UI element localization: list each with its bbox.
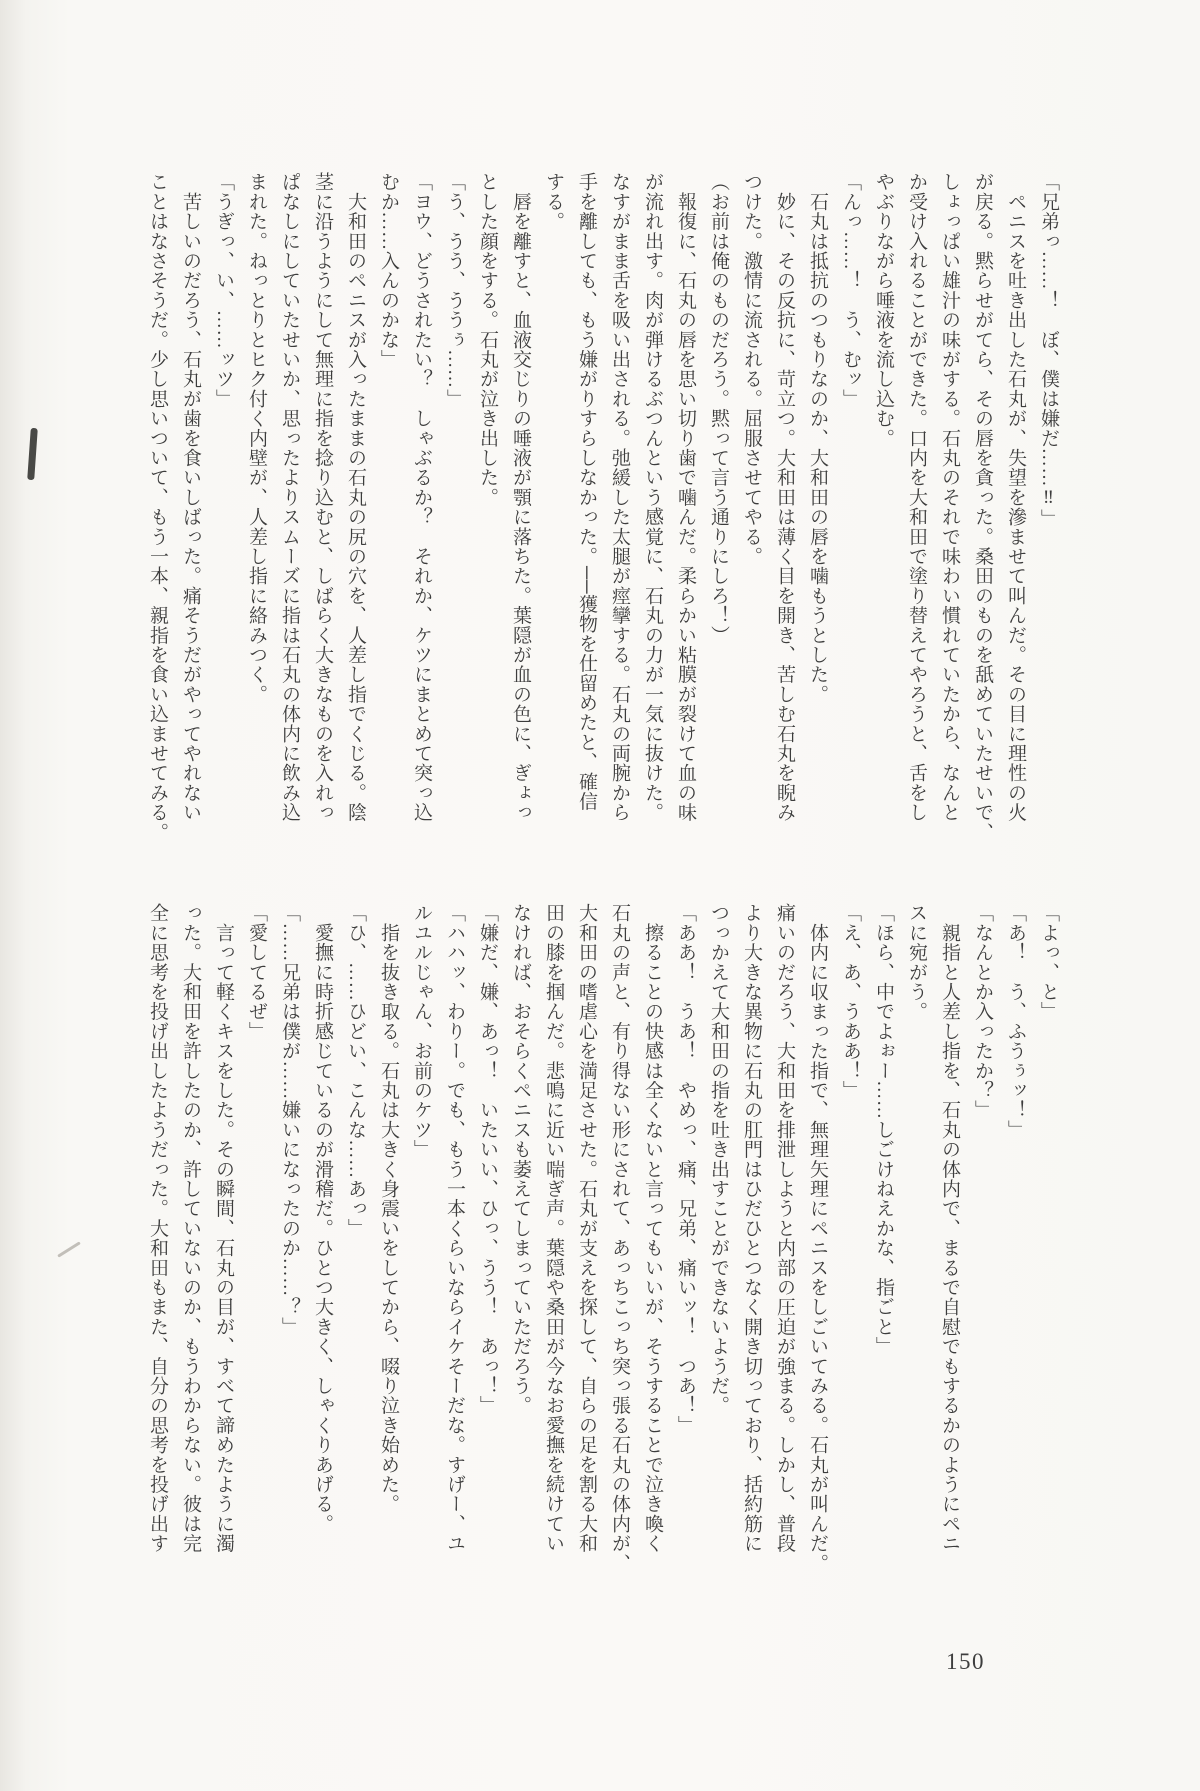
text-column: 報復に、石丸の唇を思い切り歯で噛んだ。柔らかい粘膜が裂けて血の味 xyxy=(675,172,696,823)
text-column: 茎に沿うようにして無理に指を捻り込むと、しばらく大きなものを入れっ xyxy=(312,172,333,823)
text-column: 愛撫に時折感じているのが滑稽だ。ひとつ大きく、しゃくりあげる。 xyxy=(312,903,333,1534)
text-column: 「うぎっ、い、……ッツ」 xyxy=(213,172,234,409)
scan-artifact-mark xyxy=(57,1241,81,1257)
text-column: 指を抜き取る。石丸は大きく身震いをしてから、啜り泣き始めた。 xyxy=(378,903,399,1514)
text-column: 「なんとか入ったか？」 xyxy=(972,903,993,1120)
text-column: 「ヨウ、どうされたい？ しゃぶるか？ それか、ケツにまとめて突っ込 xyxy=(411,172,432,823)
text-column: （お前は俺のものだろう。黙って言う通りにしろ！） xyxy=(708,172,729,645)
text-column: 苦しいのだろう、石丸が歯を食いしばった。痛そうだがやってやれない xyxy=(180,172,201,823)
text-column: ことはなさそうだ。少し思いついて、もう一本、親指を食い込ませてみる。 xyxy=(147,172,168,842)
text-column: 擦ることの快感は全くないと言ってもいいが、そうすることで泣き喚く xyxy=(642,903,663,1554)
text-column: 石丸の声と、有り得ない形にされて、あっちこっち突っ張る石丸の体内が、 xyxy=(609,903,630,1573)
text-column: する。 xyxy=(543,172,564,232)
text-column: 大和田の嗜虐心を満足させた。石丸が支えを探して、自らの足を割る大和 xyxy=(576,903,597,1554)
text-column: った。大和田を許したのか、許していないのか、もうわからない。彼は完 xyxy=(180,903,201,1554)
text-column: つけた。激情に流される。屈服させてやる。 xyxy=(741,172,762,566)
text-column: 「よっ、と」 xyxy=(1038,903,1059,1022)
text-column: なすがまま舌を吸い出される。弛緩した太腿が痙攣する。石丸の両腕から xyxy=(609,172,630,823)
text-column: 「う、うう、ううぅ……」 xyxy=(444,172,465,409)
text-block-top xyxy=(141,172,1065,887)
text-column: 体内に収まった指で、無理矢理にペニスをしごいてみる。石丸が叫んだ。 xyxy=(807,903,828,1573)
text-column: やぶりながら唾液を流し込む。 xyxy=(873,172,894,448)
text-column: 「愛してるぜ」 xyxy=(246,903,267,1041)
text-column: ペニスを吐き出した石丸が、失望を滲ませて叫んだ。その目に理性の火 xyxy=(1005,172,1026,823)
text-column: とした顔をする。石丸が泣き出した。 xyxy=(477,172,498,507)
text-column: スに宛がう。 xyxy=(906,903,927,1022)
text-column: 「え、あ、うああ！」 xyxy=(840,903,861,1100)
text-column: が戻る。黙らせがてら、その唇を貪った。桑田のものを舐めていたせいで、 xyxy=(972,172,993,842)
text-column: まれた。ねっとりとヒク付く内壁が、人差し指に絡みつく。 xyxy=(246,172,267,704)
text-column: 痛いのだろう、大和田を排泄しようと内部の圧迫が強まる。しかし、普段 xyxy=(774,903,795,1554)
page-number: 150 xyxy=(946,1649,985,1674)
text-column: 「あ！ う、ふうぅッ！」 xyxy=(1005,903,1026,1140)
text-column: が流れ出す。肉が弾けるぶつんという感覚に、石丸の力が一気に抜けた。 xyxy=(642,172,663,823)
text-column: 親指と人差し指を、石丸の体内で、まるで自慰でもするかのようにペニ xyxy=(939,903,960,1554)
text-block-bottom xyxy=(141,903,1065,1603)
text-column: 「ひ、……ひどい、こんな……あっ」 xyxy=(345,903,366,1238)
text-column: 田の膝を掴んだ。悲鳴に近い喘ぎ声。葉隠や桑田が今なお愛撫を続けてい xyxy=(543,903,564,1554)
text-column: 「……兄弟は僕が……嫌いになったのか……？」 xyxy=(279,903,300,1337)
text-column: 「嫌だ、嫌、あっ！ いたいい、ひっ、うう！ あっ！」 xyxy=(477,903,498,1416)
text-column: 手を離しても、もう嫌がりすらしなかった。──獲物を仕留めたと、確信 xyxy=(576,172,597,812)
text-column: 妙に、その反抗に、苛立つ。大和田は薄く目を開き、苦しむ石丸を睨み xyxy=(774,172,795,823)
text-column: つっかえて大和田の指を吐き出すことができないようだ。 xyxy=(708,903,729,1416)
text-column: 石丸は抵抗のつもりなのか、大和田の唇を噛もうとした。 xyxy=(807,172,828,704)
text-column: か受け入れることができた。口内を大和田で塗り替えてやろうと、舌をし xyxy=(906,172,927,823)
text-column: しょっぱい雄汁の味がする。石丸のそれで味わい慣れていたから、なんと xyxy=(939,172,960,823)
text-column: 唇を離すと、血液交じりの唾液が顎に落ちた。葉隠が血の色に、ぎょっ xyxy=(510,172,531,823)
text-column: なければ、おそらくペニスも萎えてしまっていただろう。 xyxy=(510,903,531,1416)
text-column: 「兄弟っ……！ ぼ、僕は嫌だ……‼」 xyxy=(1038,172,1059,529)
text-column: 「んっ……！ う、むッ」 xyxy=(840,172,861,409)
text-column: より大きな異物に石丸の肛門はひだひとつなく開き切っており、括約筋に xyxy=(741,903,762,1554)
text-column: ぱなしにしていたせいか、思ったよりスムーズに指は石丸の体内に飲み込 xyxy=(279,172,300,823)
text-column: 大和田のペニスが入ったままの石丸の尻の穴を、人差し指でくじる。陰 xyxy=(345,172,366,823)
text-column: 「ハハッ、わりー。でも、もう一本くらいならイケそーだな。すげー、ユ xyxy=(444,903,465,1554)
text-column: ルユルじゃん、お前のケツ」 xyxy=(411,903,432,1160)
text-column: むか……入んのかな」 xyxy=(378,172,399,369)
text-column: 全に思考を投げ出したようだった。大和田もまた、自分の思考を投げ出す xyxy=(147,903,168,1554)
text-column: 「ああ！ うあ！ やめっ、痛、兄弟、痛いッ！ つあ！」 xyxy=(675,903,696,1435)
text-column: 「ほら、中でよぉー……しごけねえかな、指ごと」 xyxy=(873,903,894,1357)
scan-artifact-edge xyxy=(27,428,38,480)
text-column: 言って軽くキスをした。その瞬間、石丸の目が、すべて諦めたように濁 xyxy=(213,903,234,1554)
